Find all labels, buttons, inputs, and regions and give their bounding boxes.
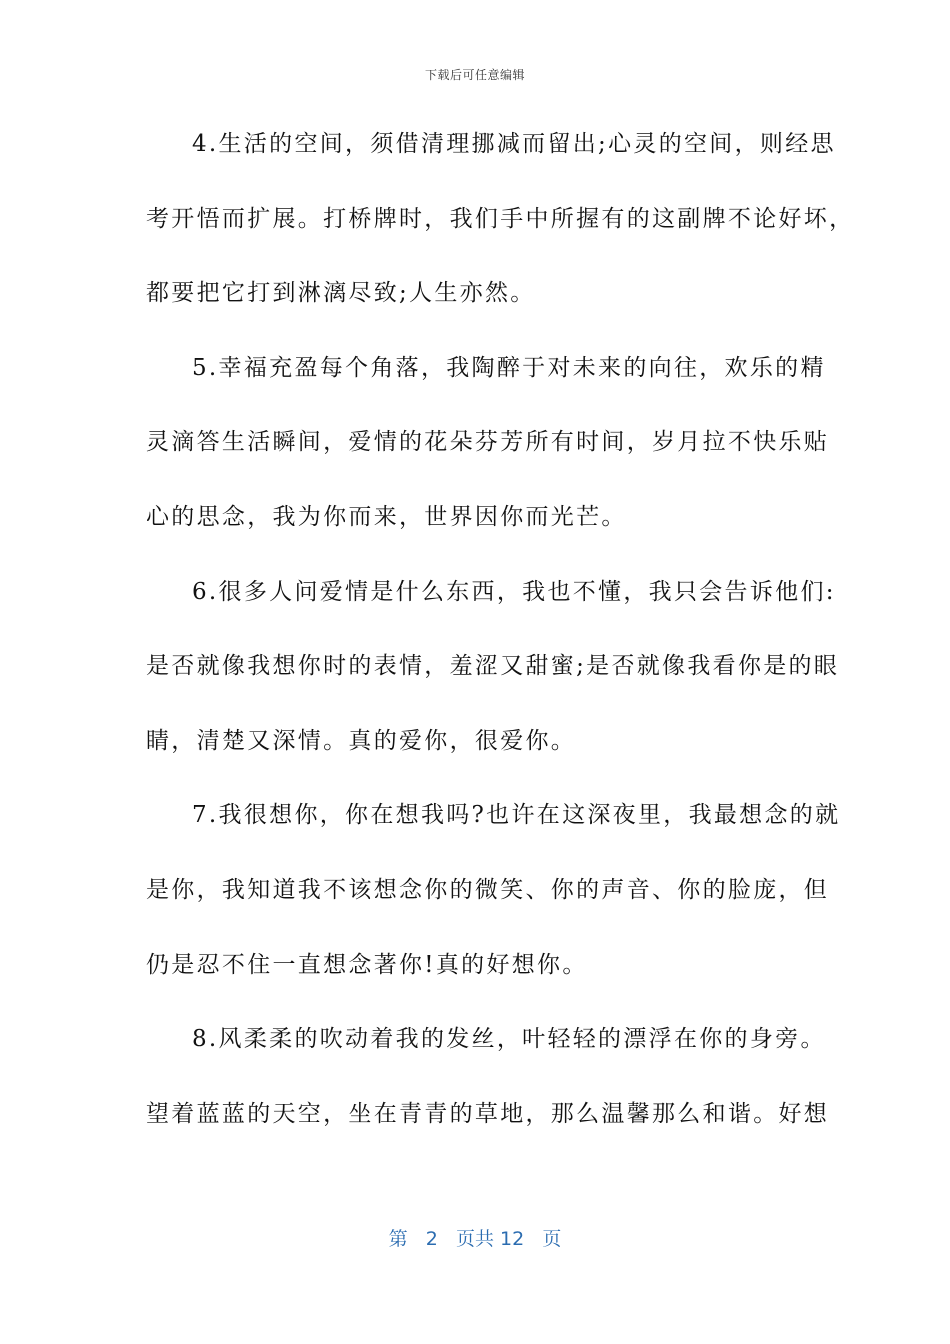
footer-label-end: 页 [542, 1228, 562, 1250]
footer-label-total: 页共 [455, 1228, 494, 1250]
paragraph-line: 望着蓝蓝的天空，坐在青青的草地，那么温馨那么和谐。好想 [146, 1100, 830, 1127]
paragraph-line: 5.幸福充盈每个角落，我陶醉于对未来的向往，欢乐的精 [192, 354, 826, 381]
paragraph-line: 仍是忍不住一直想念著你!真的好想你。 [146, 951, 588, 978]
paragraph-5 [146, 342, 830, 566]
paragraph-line: 是否就像我想你时的表情，羞涩又甜蜜;是否就像我看你是的眼 [146, 653, 840, 680]
footer-total-pages: 12 [500, 1228, 525, 1250]
footer-current-page: 2 [425, 1228, 438, 1250]
page-header-note: 下载后可任意编辑 [424, 68, 525, 82]
document-body [146, 118, 855, 1162]
paragraph-line: 7.我很想你，你在想我吗?也许在这深夜里，我最想念的就 [192, 802, 841, 829]
paragraph-7 [146, 789, 841, 1013]
paragraph-line: 8.风柔柔的吹动着我的发丝，叶轻轻的漂浮在你的身旁。 [192, 1026, 826, 1053]
paragraph-6 [146, 566, 840, 790]
paragraph-4 [146, 118, 855, 342]
paragraph-line: 心的思念，我为你而来，世界因你而光芒。 [146, 503, 627, 530]
paragraph-line: 都要把它打到淋漓尽致;人生亦然。 [146, 280, 536, 307]
paragraph-line: 6.很多人问爱情是什么东西，我也不懂，我只会告诉他们: [192, 578, 836, 605]
paragraph-line: 考开悟而扩展。打桥牌时，我们手中所握有的这副牌不论好坏， [146, 205, 855, 232]
footer-label-page: 第 [388, 1228, 408, 1250]
page-number-footer [0, 1224, 950, 1251]
paragraph-line: 灵滴答生活瞬间，爱情的花朵芬芳所有时间，岁月拉不快乐贴 [146, 429, 830, 456]
paragraph-8 [146, 1013, 830, 1162]
paragraph-line: 4.生活的空间，须借清理挪减而留出;心灵的空间，则经思 [192, 131, 836, 157]
paragraph-line: 是你，我知道我不该想念你的微笑、你的声音、你的脸庞，但 [146, 876, 830, 903]
paragraph-line: 睛，清楚又深情。真的爱你，很爱你。 [146, 727, 577, 754]
